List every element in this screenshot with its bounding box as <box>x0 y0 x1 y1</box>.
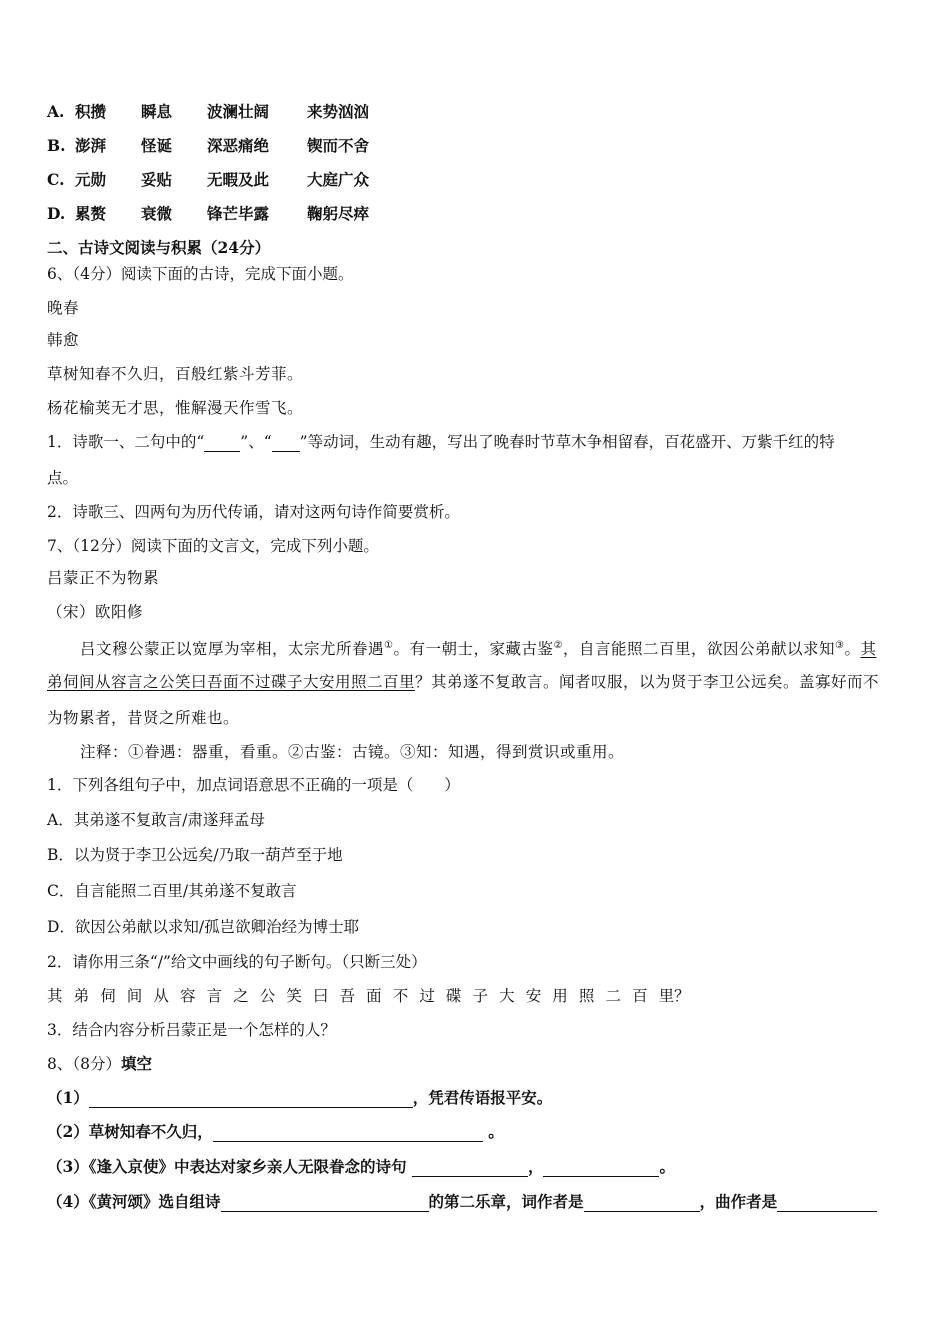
sentence-char: 容 <box>179 987 196 1005</box>
q6-sub1 <box>47 432 910 452</box>
sentence-char: 吾 <box>339 987 356 1005</box>
answer-blank[interactable] <box>412 1160 528 1177</box>
sentence-char: 安 <box>525 987 542 1005</box>
text: 。 <box>844 640 861 659</box>
sentence-char: 之 <box>233 987 249 1005</box>
text: （3）《逢入京使》中表达对家乡亲人无限眷念的诗句 <box>47 1157 412 1176</box>
option-label: C. <box>47 170 65 189</box>
poem-line: 草树知春不久归，百般红紫斗芳菲。 <box>47 365 304 383</box>
passage-line <box>80 636 910 659</box>
answer-blank[interactable] <box>777 1195 877 1212</box>
answer-blank[interactable] <box>213 1125 483 1142</box>
q5-option-a <box>47 102 910 122</box>
sentence-char: 从 <box>153 987 169 1005</box>
option-word: 妥贴 <box>141 170 173 189</box>
text: 1．诗歌一、二句中的“ <box>47 433 205 451</box>
footnote-mark: ① <box>384 640 394 651</box>
sentence-char: 伺 <box>100 987 116 1005</box>
option-word: 衰微 <box>141 204 173 223</box>
option-word: 无暇及此 <box>207 170 270 189</box>
footnote-mark: ② <box>553 640 563 651</box>
sentence-char: 照 <box>578 987 595 1005</box>
sentence-to-punctuate <box>47 986 910 1006</box>
text: （2）草树知春不久归， <box>47 1122 213 1141</box>
sentence-char: 公 <box>259 987 276 1005</box>
option-label: B. <box>47 136 66 155</box>
passage-author: （宋）欧阳修 <box>47 603 144 621</box>
text: ， <box>527 1157 544 1176</box>
poem-line: 杨花榆荚无才思，惟解漫天作雪飞。 <box>47 399 304 417</box>
q6-header: 6、（4分）阅读下面的古诗，完成下面小题。 <box>47 265 354 283</box>
text: 填空 <box>120 1054 152 1073</box>
option-word: 累赘 <box>75 204 107 223</box>
text: 。 <box>482 1122 504 1141</box>
sentence-char: 弟 <box>73 987 90 1005</box>
q7-header: 7、（12分）阅读下面的文言文，完成下列小题。 <box>47 537 379 555</box>
sentence-char: 笑 <box>286 987 302 1005</box>
sentence-char: 用 <box>552 987 568 1005</box>
q6-sub2: 2．诗歌三、四两句为历代传诵，请对这两句诗作简要赏析。 <box>47 503 460 521</box>
option-word: 锋芒毕露 <box>207 204 270 223</box>
text: 。有一朝士，家藏古鉴 <box>393 640 554 659</box>
answer-blank[interactable] <box>543 1160 659 1177</box>
text: ，自言能照二百里，欲因公弟献以求知 <box>562 640 835 659</box>
sentence-char: 百 <box>632 987 648 1005</box>
q5-option-d <box>47 204 910 224</box>
sentence-char: 言 <box>206 987 223 1005</box>
passage-notes: 注释：①眷遇：器重，看重。②古鉴：古镜。③知：知遇，得到赏识或重用。 <box>80 743 625 761</box>
option-word: 鞠躬尽瘁 <box>307 204 370 223</box>
q8-fill-1 <box>47 1088 910 1108</box>
option-word: 澎湃 <box>75 136 107 155</box>
option-label: D. <box>47 204 66 223</box>
poem-title: 晚春 <box>47 299 80 317</box>
q8-fill-3 <box>47 1157 910 1177</box>
sentence-char: 面 <box>366 987 382 1005</box>
text: ，凭君传语报平安。 <box>412 1088 553 1107</box>
answer-blank[interactable] <box>272 435 300 452</box>
q8-fill-4 <box>47 1192 910 1212</box>
q7-sub1: 1．下列各组句子中，加点词语意思不正确的一项是（ ） <box>47 776 460 794</box>
sentence-char: 二 <box>605 987 621 1005</box>
sentence-char: 曰 <box>312 987 329 1005</box>
q6-sub1-cont: 点。 <box>47 469 79 487</box>
option-word: 波澜壮阔 <box>207 102 270 121</box>
option-word: 来势汹汹 <box>307 102 370 121</box>
q7-option-b: B．以为贤于李卫公远矣/乃取一葫芦至于地 <box>47 846 343 864</box>
section-title: 二、古诗文阅读与积累（24分） <box>47 238 271 257</box>
q7-sub3: 3．结合内容分析吕蒙正是一个怎样的人？ <box>47 1021 336 1039</box>
answer-blank[interactable] <box>221 1195 429 1212</box>
sentence-char: 间 <box>126 987 143 1005</box>
option-word: 大庭广众 <box>307 170 370 189</box>
q7-option-c: C．自言能照二百里/其弟遂不复敢言 <box>47 882 297 900</box>
option-word: 怪诞 <box>141 136 173 155</box>
text: ”等动词，生动有趣，写出了晚春时节草木争相留春，百花盛开、万紫千红的特 <box>299 433 835 451</box>
option-word: 瞬息 <box>141 102 173 121</box>
sentence-char: 碟 <box>445 987 462 1005</box>
option-word: 深恶痛绝 <box>207 136 270 155</box>
q7-sub2: 2．请你用三条“/”给文中画线的句子断句。（只断三处） <box>47 953 427 971</box>
option-label: A. <box>47 102 65 121</box>
text: ”、“ <box>240 433 272 451</box>
underlined-text: 弟伺间从容言之公笑曰吾面不过碟子大安用照二百里 <box>47 673 416 691</box>
answer-blank[interactable] <box>204 435 240 452</box>
passage-title: 吕蒙正不为物累 <box>47 569 160 587</box>
text: ？其弟遂不复敢言。闻者叹服，以为贤于李卫公远矣。盖寡好而不 <box>415 673 880 691</box>
sentence-char: 其 <box>47 987 63 1005</box>
answer-blank[interactable] <box>584 1195 700 1212</box>
text: 8、（8分） <box>47 1055 121 1073</box>
q7-option-d: D．欲因公弟献以求知/孤岂欲卿治经为博士耶 <box>47 918 360 936</box>
option-word: 锲而不舍 <box>307 136 370 155</box>
q8-header <box>47 1054 910 1074</box>
option-word: 元勋 <box>75 170 107 189</box>
text: 的第二乐章，词作者是 <box>428 1192 584 1211</box>
footnote-mark: ③ <box>834 640 845 651</box>
q5-option-b <box>47 136 910 156</box>
passage-line <box>47 672 910 692</box>
answer-blank[interactable] <box>89 1091 413 1108</box>
option-word: 积攒 <box>75 102 107 121</box>
poem-author: 韩愈 <box>47 331 80 349</box>
sentence-char: 大 <box>499 987 515 1005</box>
sentence-char: 子 <box>472 987 489 1005</box>
q7-option-a: A．其弟遂不复敢言/肃遂拜孟母 <box>47 811 265 829</box>
q8-fill-2 <box>47 1122 910 1142</box>
text: 吕文穆公蒙正以宽厚为宰相，太宗尤所眷遇 <box>80 640 385 659</box>
text: （1） <box>47 1088 89 1107</box>
q5-option-c <box>47 170 910 190</box>
sentence-char: 不 <box>392 987 409 1005</box>
text: （4）《黄河颂》选自组诗 <box>47 1192 221 1211</box>
sentence-char: 里？ <box>658 987 690 1005</box>
underlined-text: 其 <box>860 640 877 659</box>
passage-line: 为物累者，昔贤之所难也。 <box>47 709 240 727</box>
text: 。 <box>659 1157 675 1176</box>
sentence-char: 过 <box>419 987 435 1005</box>
text: ，曲作者是 <box>699 1192 778 1211</box>
